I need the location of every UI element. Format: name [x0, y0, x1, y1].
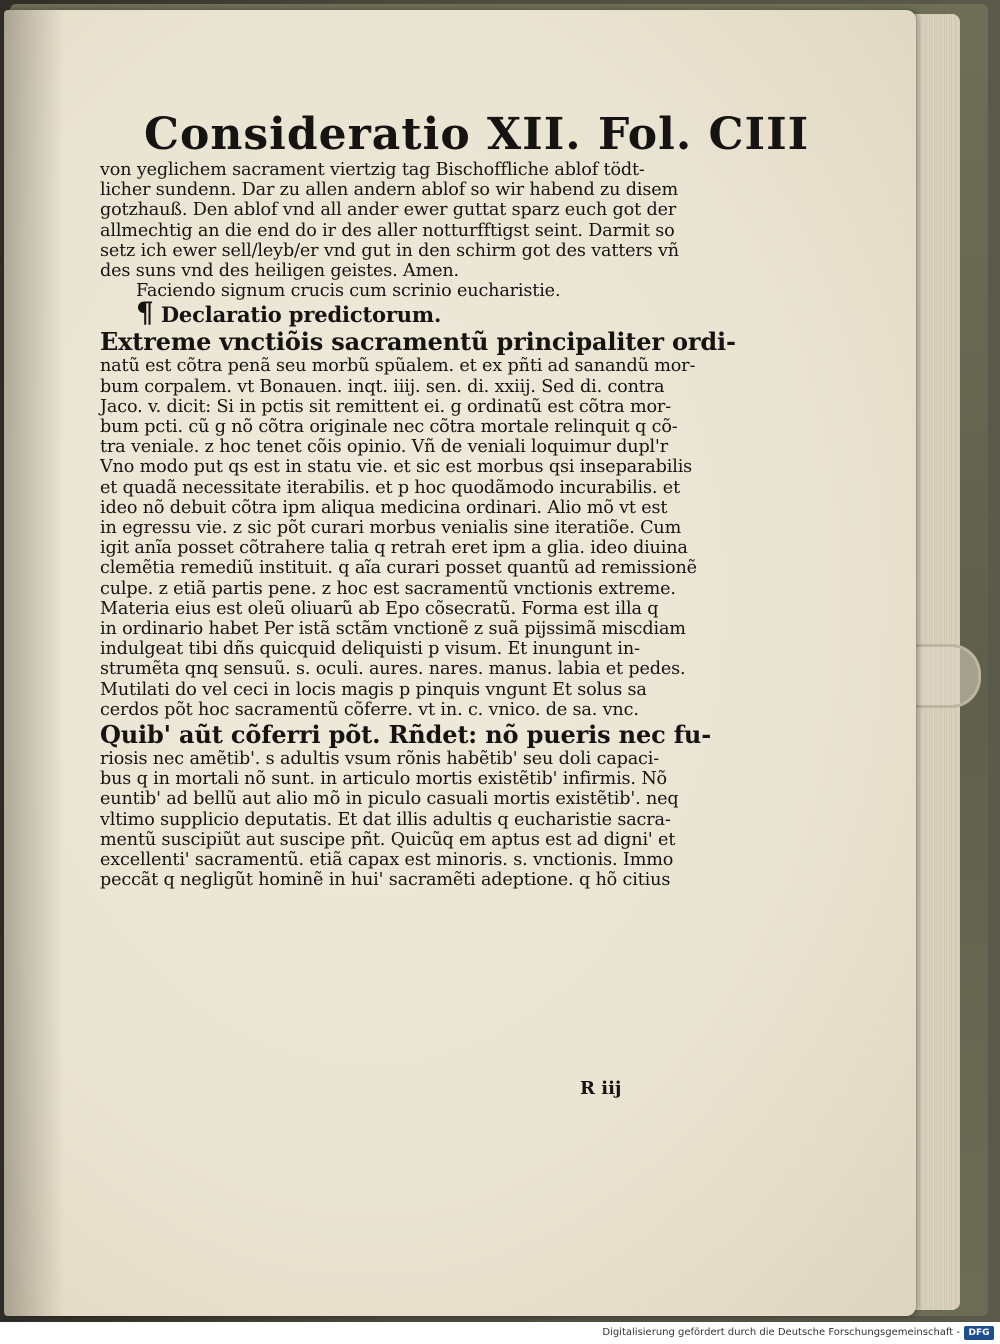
lead-line: Extreme vnctiõis sacramentũ principaliter ordi- [100, 327, 736, 357]
section-title [100, 296, 740, 330]
text-line: in egressu vie. z sic põt curari morbus venialis sine iteratiõe. Cum [100, 518, 682, 539]
text-line: euntib' ad bellũ aut alio mõ in piculo casuali mortis existẽtib'. neq [100, 789, 679, 810]
text-line: indulgeat tibi dñs quicquid deliquisti p visum. Et inungunt in- [100, 639, 640, 660]
text-line: culpe. z etiã partis pene. z hoc est sacramentũ vnctionis extreme. [100, 578, 676, 599]
text-line: gotzhauß. Den ablof vnd all ander ewer guttat sparz euch got der [100, 200, 677, 221]
second-lead-line: Quib' aũt cõferri põt. Rñdet: nõ pueris nec fu- [100, 720, 712, 750]
text-line: natũ est cõtra penã seu morbũ spũalem. et ex pñti ad sanandũ mor- [100, 356, 696, 377]
footer-text: Digitalisierung gefördert durch die Deutsche Forschungsgemeinschaft - [602, 1327, 960, 1338]
paragraph-mark-icon: ¶ [136, 296, 154, 330]
text-line: Vno modo put qs est in statu vie. et sic est morbus qsi inseparabilis [100, 457, 693, 478]
text-line: bum pcti. cũ g nõ cõtra originale nec cõtra mortale relinquit q cõ- [100, 417, 678, 438]
text-line: bus q in mortali nõ sunt. in articulo mortis existẽtib' infirmis. Nõ [100, 769, 668, 790]
section-title-text: Declaratio predictorum. [160, 302, 442, 328]
digitization-footer [0, 1322, 1000, 1344]
text-line: licher sundenn. Dar zu allen andern ablof so wir habend zu disem [100, 180, 679, 201]
text-line: in ordinario habet Per istã sctãm vnctionẽ z suã pijssimã miscdiam [100, 619, 686, 640]
text-line: vltimo supplicio deputatis. Et dat illis adultis q eucharistie sacra- [100, 809, 671, 830]
dfg-logo: DFG [964, 1326, 994, 1340]
signature-mark: R iij [580, 1078, 622, 1099]
text-line: tra veniale. z hoc tenet cõis opinio. Vñ de veniali loquimur dupl'r [100, 437, 668, 458]
text-line: igit anĩa posset cõtrahere talia q retrah eret ipm a glia. ideo diuina [100, 538, 688, 559]
spine-shadow [4, 10, 64, 1316]
page-text [100, 109, 810, 891]
text-line: des suns vnd des heiligen geistes. Amen. [100, 261, 460, 282]
text-line: cerdos põt hoc sacramentũ cõferre. vt in. c. vnico. de sa. vnc. [100, 699, 639, 720]
text-line: strumẽta qnq sensuũ. s. oculi. aures. nares. manus. labia et pedes. [100, 659, 686, 680]
text-line: bum corpalem. vt Bonauen. inqt. iiij. sen. di. xxiij. Sed di. contra [100, 376, 665, 397]
text-line: riosis nec amẽtib'. s adultis vsum rõnis habẽtib' seu doli capaci- [100, 749, 660, 770]
text-line: et quadã necessitate iterabilis. et p hoc quodãmodo incurabilis. et [100, 477, 680, 498]
text-line: setz ich ewer sell/leyb/er vnd gut in den schirm got des vatters vñ [100, 240, 679, 261]
rubric-line: Faciendo signum crucis cum scrinio eucharistie. [136, 281, 561, 302]
text-line: clemẽtia remediũ instituit. q aĩa curari posset quantũ ad remissionẽ [100, 558, 697, 579]
text-line: ideo nõ debuit cõtra ipm aliqua medicina ordinari. Alio mõ vt est [100, 497, 668, 518]
book-clasp [908, 644, 981, 708]
text-line: excellenti' sacramentũ. etiã capax est minoris. s. vnctionis. Immo [100, 850, 674, 871]
text-line: peccãt q negligũt hominẽ in hui' sacramẽti adeptione. q hõ citius [100, 870, 671, 891]
text-line: Materia eius est oleũ oliuarũ ab Epo cõsecratũ. Forma est illa q [100, 598, 659, 619]
page-heading: Consideratio XII. Fol. CIII [144, 109, 810, 160]
text-line: von yeglichem sacrament viertzig tag Bischoffliche ablof tödt- [100, 160, 645, 180]
text-line: Mutilati do vel ceci in locis magis p pinquis vngunt Et solus sa [100, 679, 647, 700]
text-line: mentũ suscipiũt aut suscipe pñt. Quicũq em aptus est ad digni' et [100, 829, 676, 850]
text-line: allmechtig an die end do ir des aller notturfftigst seint. Darmit so [100, 220, 675, 241]
text-line: Jaco. v. dicit: Si in pctis sit remittent ei. g ordinatũ est cõtra mor- [100, 396, 671, 417]
